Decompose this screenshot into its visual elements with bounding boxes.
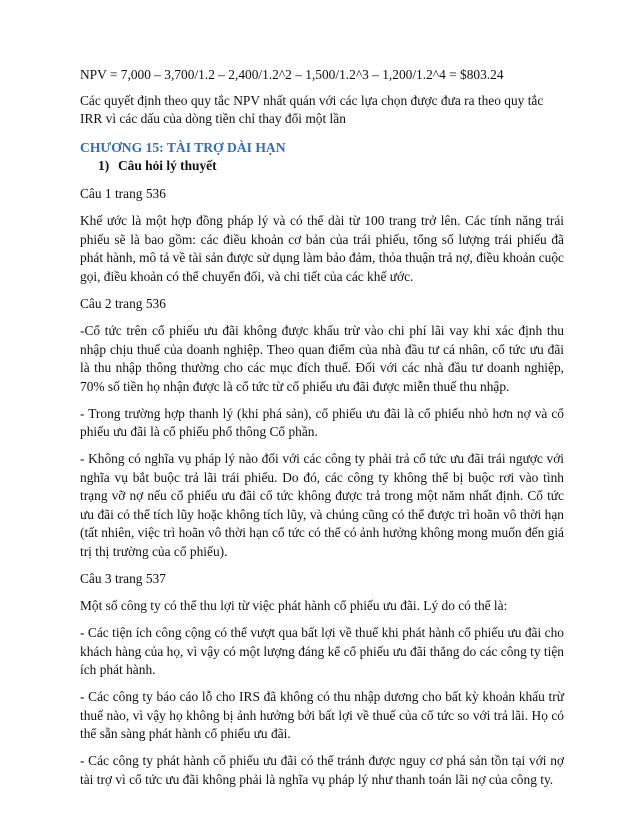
question-3-paragraph: - Các công ty phát hành cổ phiếu ưu đãi có thể tránh được nguy cơ phá sản tồn tại với nợ tài trợ vì cổ tức ưu đãi không phải là nghĩa vụ pháp lý như thanh toán lãi nợ của công ty. [80, 753, 564, 787]
section-number: 1) [98, 158, 110, 173]
question-3-paragraph: Một số công ty có thể thu lợi từ việc phát hành cổ phiếu ưu đãi. Lý do có thể là: [80, 598, 508, 613]
chapter-title: CHƯƠNG 15: TÀI TRỢ DÀI HẠN [80, 139, 286, 155]
question-2-title: Câu 2 trang 536 [80, 295, 166, 311]
section-heading [98, 157, 564, 176]
question-2-paragraph: -Cổ tức trên cổ phiếu ưu đãi không được khấu trừ vào chi phí lãi vay khi xác định thu nhập chịu thuế của doanh nghiệp. Theo quan điểm của nhà đầu tư cá nhân, cổ tức ưu đãi là thu nhập thông thường cho các mục đích thuế. Đối với các nhà đầu tư doanh nghiệp, 70% số tiền họ nhận được là cổ tức từ cổ phiếu ưu đãi được miễn thuế thu nhập. [80, 323, 564, 394]
question-1-title: Câu 1 trang 536 [80, 185, 166, 201]
question-1-paragraph: Khế ước là một hợp đồng pháp lý và có thể dài từ 100 trang trở lên. Các tính năng trái phiếu sẽ là bao gồm: các điều khoản cơ bản của trái phiếu, tổng số lượng trái phiếu đã phát hành, mô tả về tài sản được sử dụng làm bảo đảm, thỏa thuận trả nợ, điều khoản cuộc gọi, điều khoản có thể chuyển đổi, và chi tiết của các khế ước. [80, 213, 564, 284]
question-3-paragraph: - Các công ty báo cáo lỗ cho IRS đã không có thu nhập dương cho bất kỳ khoản khấu trừ thuế nào, vì vậy họ không bị ảnh hưởng bởi bất lợi về thuế của cổ tức so với trả lãi. Họ có thể sẵn sàng phát hành cổ phiếu ưu đãi. [80, 689, 564, 741]
question-2-paragraph: - Không có nghĩa vụ pháp lý nào đối với các công ty phải trả cổ tức ưu đãi trái ngược với nghĩa vụ bắt buộc trả lãi trái phiếu. Do đó, các công ty không thể bị buộc rơi vào tình trạng vỡ nợ nếu cổ phiếu ưu đãi cổ tức không được trả trong một năm nhất định. Cổ tức ưu đãi có thể tích lũy hoặc không tích lũy, và chúng cũng có thể được trì hoãn vô thời hạn (tất nhiên, việc trì hoãn vô thời hạn cổ tức có thể có ảnh hưởng không mong muốn đến giá trị thị trường của cổ phiếu). [80, 451, 564, 559]
npv-formula: NPV = 7,000 – 3,700/1.2 – 2,400/1.2^2 – 1,500/1.2^3 – 1,200/1.2^4 = $803.24 [80, 67, 504, 82]
intro-paragraph: Các quyết định theo quy tắc NPV nhất quán với các lựa chọn được đưa ra theo quy tắc IRR vì các dấu của dòng tiền chỉ thay đổi một lần [80, 92, 544, 126]
question-3-title: Câu 3 trang 537 [80, 570, 166, 586]
section-label: Câu hỏi lý thuyết [118, 158, 217, 173]
question-3-paragraph: - Các tiện ích công cộng có thể vượt qua bất lợi về thuế khi phát hành cổ phiếu ưu đãi cho khách hàng của họ, vì vậy có một lượng đáng kể cổ phiếu ưu đãi thẳng do các công ty tiện ích phát hành. [80, 625, 564, 677]
document-page [80, 66, 564, 798]
question-2-paragraph: - Trong trường hợp thanh lý (khi phá sản), cổ phiếu ưu đãi là cổ phiếu nhỏ hơn nợ và cổ phiếu ưu đãi là cổ phiếu phổ thông Cổ phần. [80, 405, 564, 439]
